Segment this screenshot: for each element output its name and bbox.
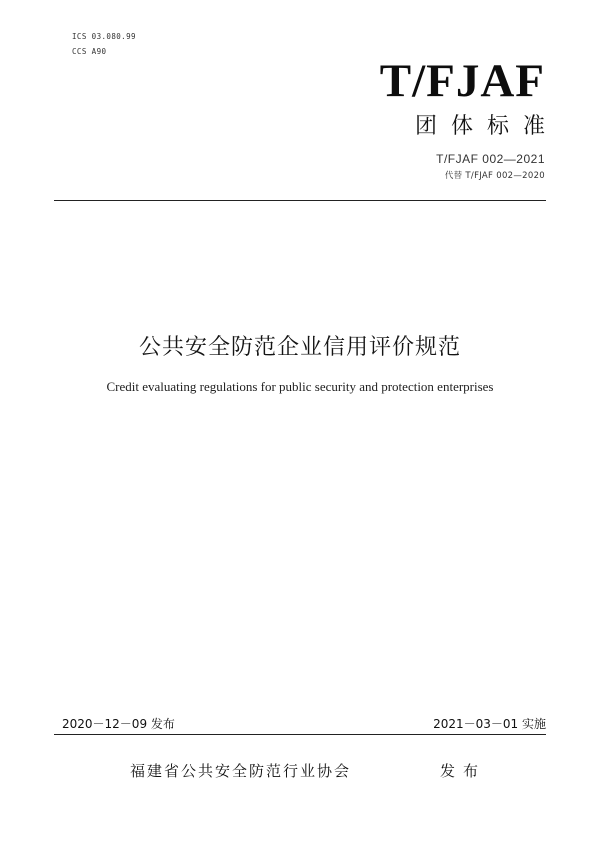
- standard-type: 团体标准: [414, 114, 559, 139]
- ccs-code: CCS A90: [72, 47, 107, 56]
- bottom-divider: [54, 734, 546, 735]
- standard-logo: T/FJAF: [379, 55, 545, 107]
- top-divider: [54, 200, 546, 201]
- standard-number: T/FJAF 002—2021: [436, 152, 545, 166]
- publish-date: 2020－12－09 发布: [62, 717, 175, 731]
- document-title-chinese: 公共安全防范企业信用评价规范: [138, 335, 461, 360]
- replaces-standard: 代替 T/FJAF 002—2020: [444, 171, 545, 181]
- implementation-date: 2021－03－01 实施: [433, 717, 546, 731]
- publish-label: 发布: [440, 762, 487, 780]
- document-title-english: Credit evaluating regulations for public security and protection enterprises: [106, 379, 494, 394]
- publisher-name: 福建省公共安全防范行业协会: [130, 762, 352, 780]
- ics-code: ICS 03.080.99: [72, 32, 136, 41]
